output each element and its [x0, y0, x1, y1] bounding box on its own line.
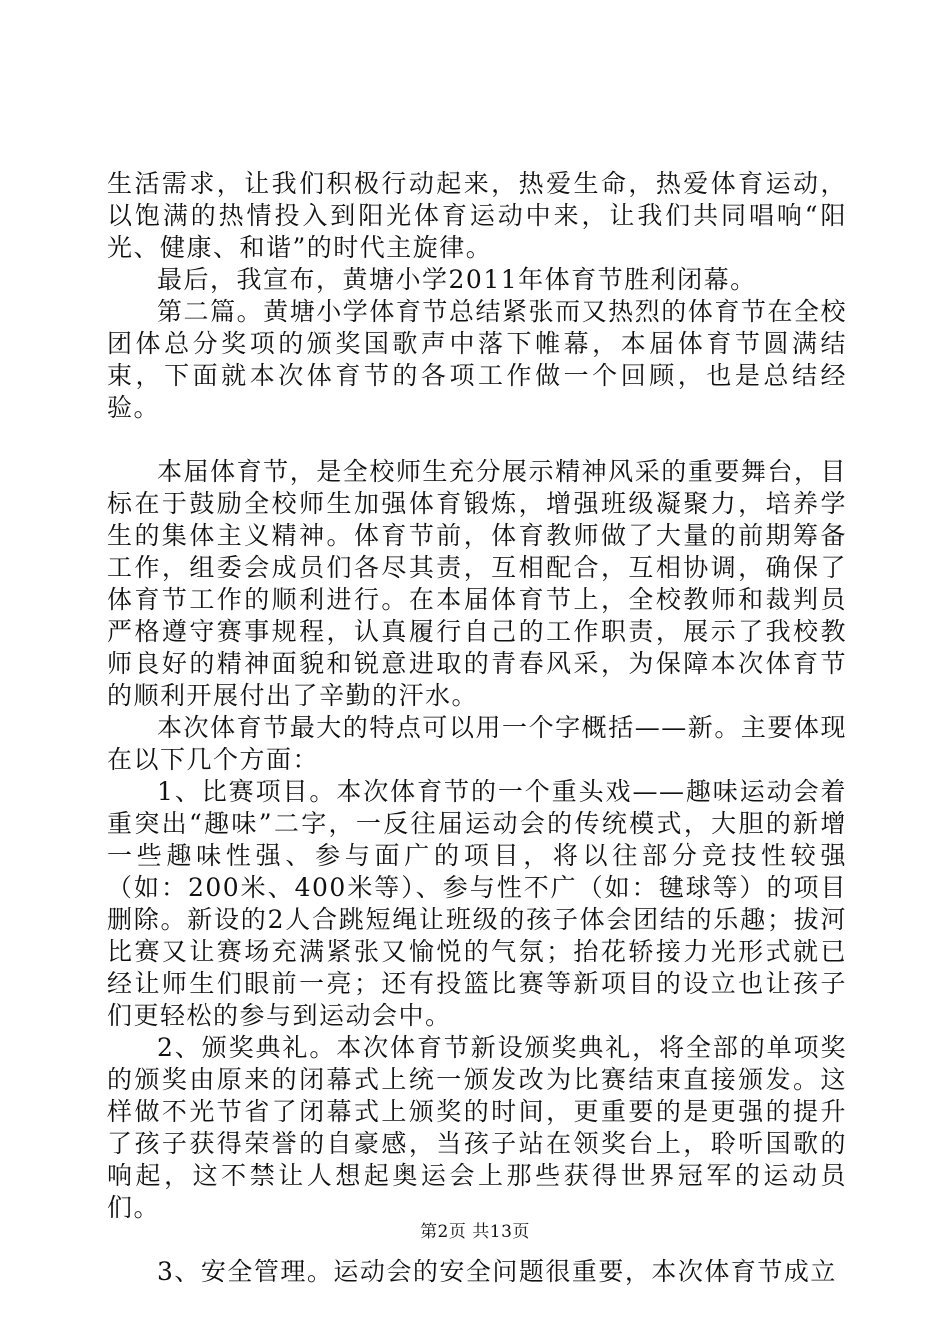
page-footer: 第2页 共13页	[420, 1222, 530, 1242]
paragraph-closing-announcement: 最后，我宣布，黄塘小学2011年体育节胜利闭幕。	[157, 265, 757, 294]
paragraph-item-competitions: 1、比赛项目。本次体育节的一个重头戏——趣味运动会着重突出“趣味”二字，一反往届运动会的传统模式，大胆的新增一些趣味性强、参与面广的项目，将以往部分竞技性较强（如：200米、400米等）、参与性不广（如：毽球等）的项目删除。新设的2人合跳短绳让班级的孩子体会团结的乐趣；拔河比赛又让赛场充满紧张又愉悦的气氛；抬花轿接力光形式就已经让师生们眼前一亮；还有投篮比赛等新项目的设立也让孩子们更轻松的参与到运动会中。	[107, 777, 847, 1030]
paragraph-continuation: 生活需求，让我们积极行动起来，热爱生命，热爱体育运动，以饱满的热情投入到阳光体育运动中来，让我们共同唱响“阳光、健康、和谐”的时代主旋律。	[107, 169, 847, 262]
paragraph-item-awards: 2、颁奖典礼。本次体育节新设颁奖典礼，将全部的单项奖的颁奖由原来的闭幕式上统一颁发改为比赛结束直接颁发。这样做不光节省了闭幕式上颁奖的时间，更重要的是更强的提升了孩子获得荣誉的自豪感，当孩子站在领奖台上，聆听国歌的响起，这不禁让人想起奥运会上那些获得世界冠军的运动员们。	[107, 1033, 847, 1222]
paragraph-item-safety: 3、安全管理。运动会的安全问题很重要，本次体育节成立	[157, 1257, 837, 1286]
paragraph-stage-overview: 本届体育节，是全校师生充分展示精神风采的重要舞台，目标在于鼓励全校师生加强体育锻炼，增强班级凝聚力，培养学生的集体主义精神。体育节前，体育教师做了大量的前期筹备工作，组委会成员们各尽其责，互相配合，互相协调，确保了体育节工作的顺利进行。在本届体育节上，全校教师和裁判员严格遵守赛事规程，认真履行自己的工作职责，展示了我校教师良好的精神面貌和锐意进取的青春风采，为保障本次体育节的顺利开展付出了辛勤的汗水。	[107, 457, 847, 710]
document-body	[107, 168, 847, 1288]
paragraph-second-article-intro: 第二篇。黄塘小学体育节总结紧张而又热烈的体育节在全校团体总分奖项的颁奖国歌声中落下帷幕，本届体育节圆满结束，下面就本次体育节的各项工作做一个回顾，也是总结经验。	[107, 297, 847, 422]
paragraph-key-feature: 本次体育节最大的特点可以用一个字概括——新。主要体现在以下几个方面：	[107, 713, 847, 774]
